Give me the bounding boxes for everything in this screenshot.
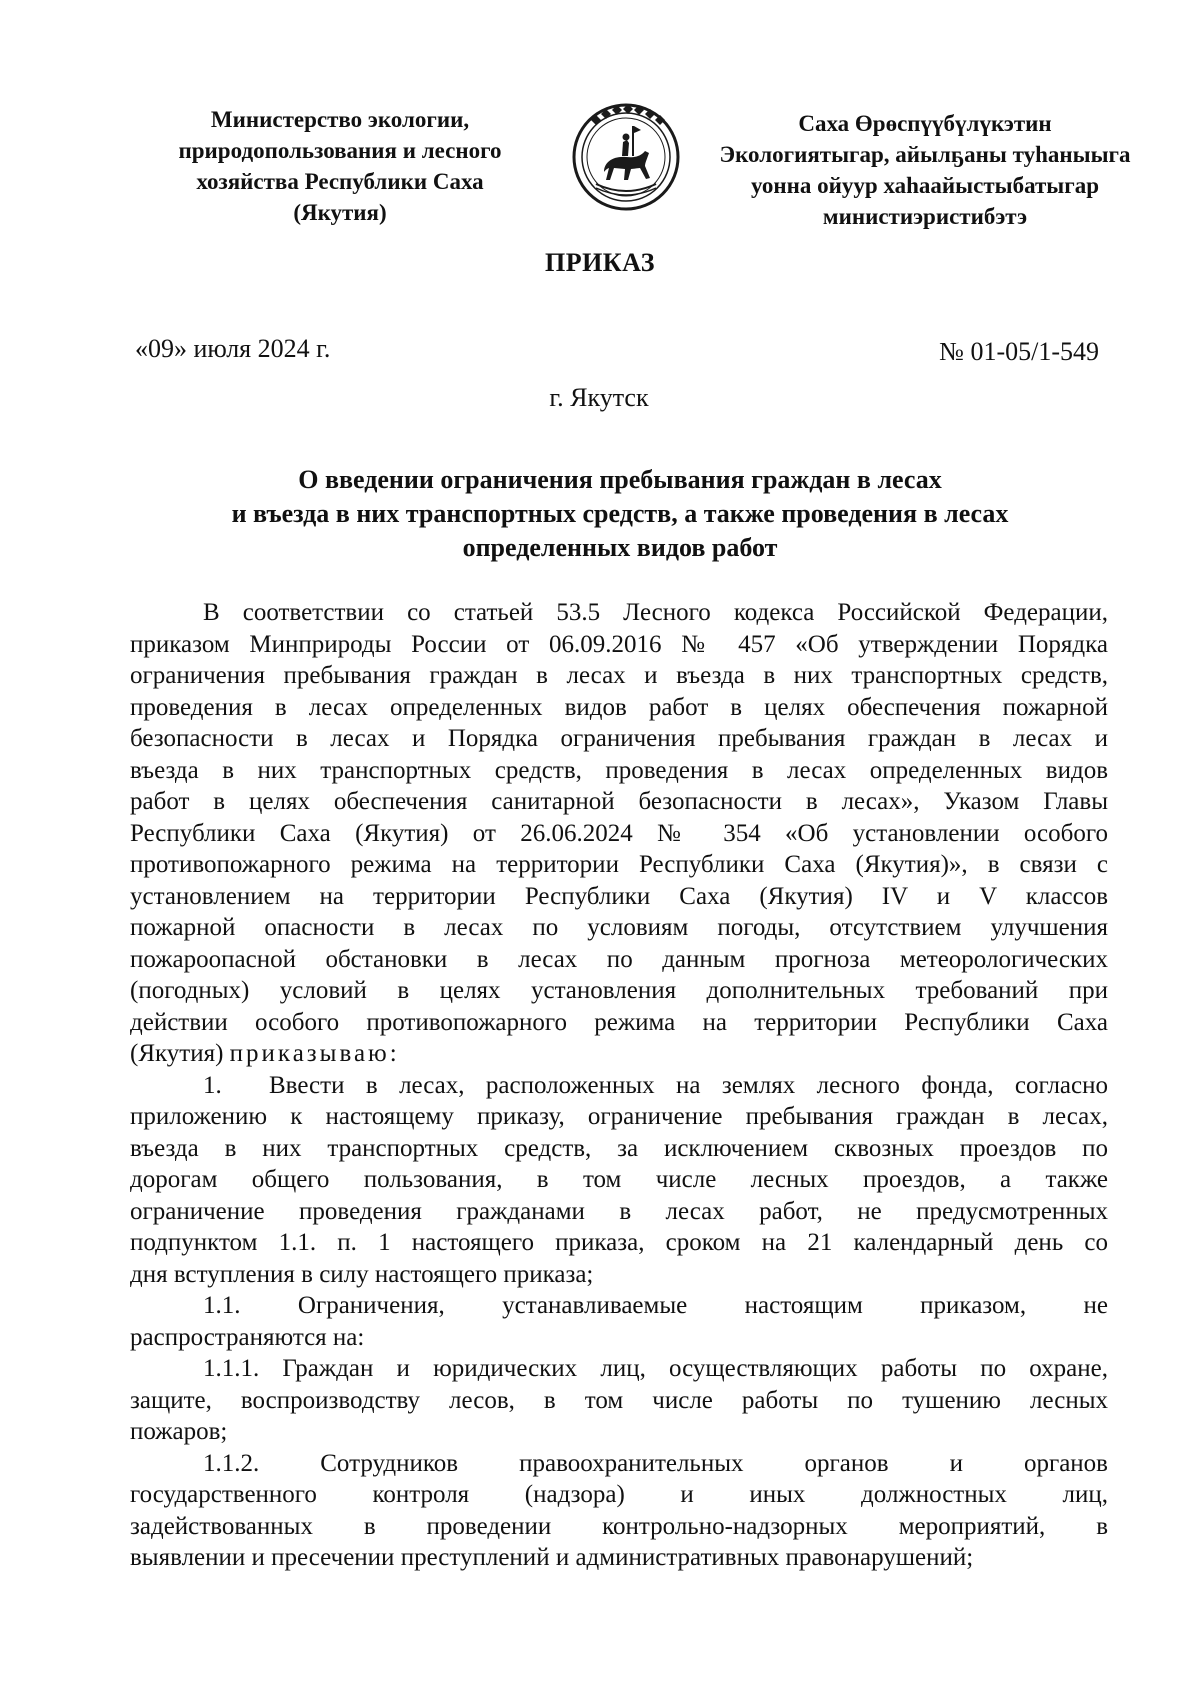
ministry-name-ru-line: природопользования и лесного [178, 138, 502, 163]
body-line: установлением на территории Республики Саха (Якутия) IV и V классов [130, 882, 1108, 910]
body-line [130, 1070, 1108, 1102]
ministry-name-ru-line: хозяйства Республики Саха [196, 169, 484, 194]
item-1-first-line-text: Ввести в лесах, расположенных на землях лесного фонда, согласно [269, 1071, 1108, 1099]
body-line: пожарной опасности в лесах по условиям погоды, отсутствием улучшения [130, 914, 1108, 941]
body-line: Республики Саха (Якутия) от 26.06.2024 № 354 «Об установлении особого [130, 819, 1108, 847]
order-city: г. Якутск [549, 383, 649, 412]
body-line: 1.1. Ограничения, устанавливаемые настоящим приказом, не [203, 1292, 1108, 1319]
body-line: защите, воспроизводству лесов, в том числе работы по тушению лесных [130, 1386, 1108, 1414]
body-line: ограничение проведения гражданами в лесах работ, не предусмотренных [130, 1197, 1108, 1225]
ministry-name-sakha-line: уонна ойуур хаһаайыстыбатыгар [750, 173, 1100, 198]
order-title [120, 463, 1120, 565]
body-line: задействованных в проведении контрольно-надзорных мероприятий, в [130, 1512, 1108, 1540]
body-line: 1.1.2. Сотрудников правоохранительных органов и органов [203, 1449, 1108, 1477]
body-line: действии особого противопожарного режима на территории Республики Саха [130, 1008, 1108, 1036]
order-body [130, 597, 1108, 1574]
body-line [130, 1038, 1108, 1070]
body-line: распространяются на: [130, 1323, 365, 1351]
ministry-name-sakha-line: Саха Өрөспүүбүлүкэтин [798, 111, 1052, 136]
order-title-line: О введении ограничения пребывания граждан в лесах [298, 465, 942, 494]
item-1-1-1-paragraph [130, 1353, 1108, 1448]
body-line: приказом Минприроды России от 06.09.2016 № 457 «Об утверждении Порядка [130, 630, 1108, 658]
body-line: пожароопасной обстановки в лесах по данным прогноза метеорологических [130, 945, 1108, 973]
body-line: дня вступления в силу настоящего приказа; [130, 1260, 594, 1288]
ministry-name-russian [150, 104, 530, 228]
item-1-paragraph [130, 1070, 1108, 1291]
item-1-1-paragraph [130, 1290, 1108, 1353]
body-line: работ в целях обеспечения санитарной безопасности в лесах», Указом Главы [130, 788, 1108, 815]
sakha-republic-emblem-icon [571, 102, 681, 212]
body-line: въезда в них транспортных средств, проведения в лесах определенных видов [130, 756, 1108, 784]
body-line: государственного контроля (надзора) и иных должностных лиц, [130, 1481, 1108, 1508]
body-line: дорогам общего пользования, в том числе лесных проездов, а также [130, 1166, 1108, 1193]
ministry-name-sakha [700, 108, 1150, 232]
order-directive-word: приказываю: [229, 1040, 400, 1067]
body-line: пожаров; [130, 1418, 228, 1445]
body-line: въезда в них транспортных средств, за исключением сквозных проездов по [130, 1134, 1108, 1162]
ministry-name-ru-line: Министерство экологии, [210, 107, 470, 132]
ministry-name-ru-line: (Якутия) [293, 200, 387, 225]
body-line: проведения в лесах определенных видов работ в целях обеспечения пожарной [130, 693, 1108, 721]
body-line: ограничения пребывания граждан в лесах и въезда в них транспортных средств, [130, 662, 1108, 689]
ministry-name-sakha-line: Экологиятыгар, айылҕаны туһаныыга [719, 142, 1131, 167]
item-1-number: 1. [203, 1071, 222, 1099]
body-line: безопасности в лесах и Порядка ограничения пребывания граждан в лесах и [130, 725, 1108, 752]
body-line-prefix: (Якутия) [130, 1040, 224, 1067]
body-line: подпунктом 1.1. п. 1 настоящего приказа, сроком на 21 календарный день со [130, 1229, 1108, 1256]
preamble-paragraph [130, 597, 1108, 1070]
order-number: № 01-05/1-549 [939, 337, 1099, 366]
order-title-line: определенных видов работ [462, 533, 778, 562]
order-title-line: и въезда в них транспортных средств, а также проведения в лесах [231, 499, 1009, 528]
ministry-name-sakha-line: министиэристибэтэ [822, 204, 1028, 229]
document-type-heading: ПРИКАЗ [544, 248, 656, 277]
body-line: приложению к настоящему приказу, ограничение пребывания граждан в лесах, [130, 1103, 1108, 1130]
body-line: (погодных) условий в целях установления дополнительных требований при [130, 977, 1108, 1004]
item-1-1-2-paragraph [130, 1448, 1108, 1574]
body-line: 1.1.1. Граждан и юридических лиц, осуществляющих работы по охране, [203, 1355, 1108, 1382]
body-line: выявлении и пресечении преступлений и административных правонарушений; [130, 1544, 974, 1571]
body-line: противопожарного режима на территории Республики Саха (Якутия)», в связи с [130, 851, 1108, 878]
body-line: В соответствии со статьей 53.5 Лесного кодекса Российской Федерации, [203, 599, 1108, 626]
order-date: «09» июля 2024 г. [135, 334, 331, 363]
